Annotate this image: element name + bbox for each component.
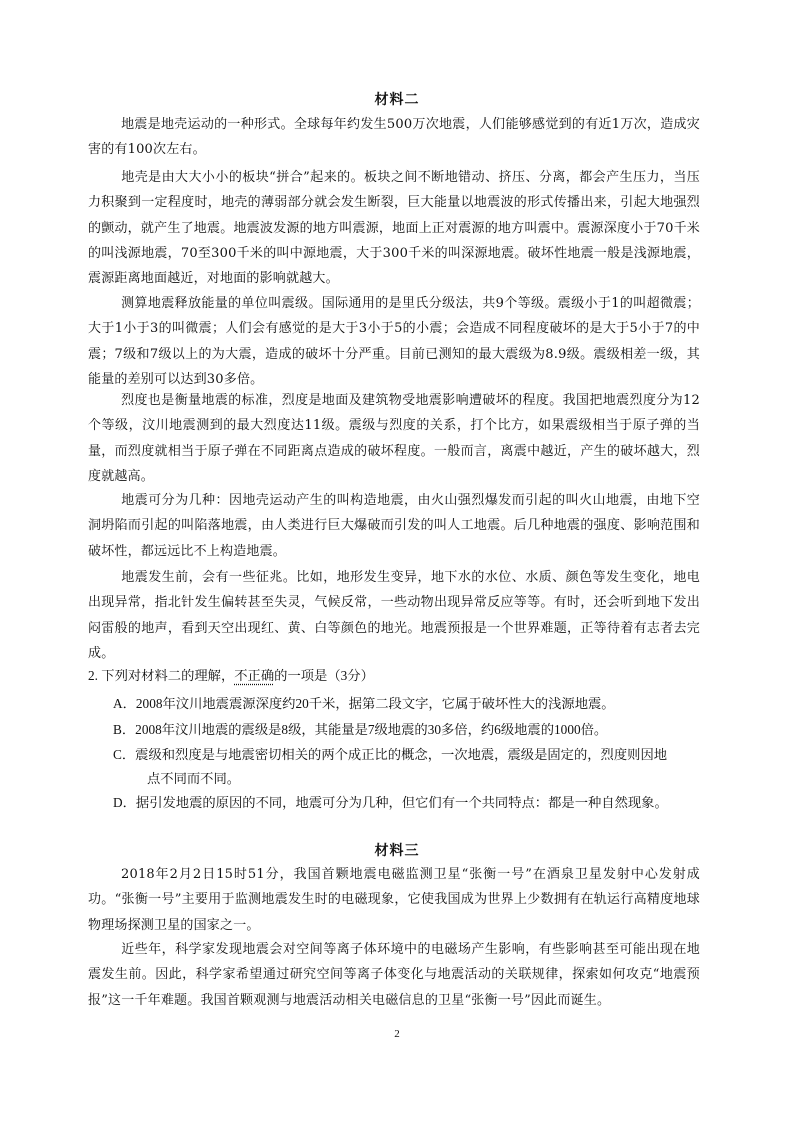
material2-paragraph-3: 测算地震释放能量的单位叫震级。国际通用的是里氏分级法，共9个等级。震级小于1的叫超微震；大于1小于3的叫微震；人们会有感觉的是大于3小于5的小震；会造成不同程度破坏的是大于5小于7的中震；7级和7级以上的为大震，造成的破坏十分严重。目前已测知的最大震级为8.9级。震级相差一级，其能量的差别可以达到30多倍。 bbox=[88, 296, 700, 387]
question-2-emphasis: 不正确 bbox=[234, 668, 275, 683]
option-b: B．2008年汶川地震的震级是8级，其能量是7级地震的30多倍，约6级地震的1000倍。 bbox=[113, 722, 608, 737]
material2-paragraph-5: 地震可分为几种：因地壳运动产生的叫构造地震，由火山强烈爆发而引起的叫火山地震，由地下空洞坍陷而引起的叫陷落地震，由人类进行巨大爆破而引发的叫人工地震。后几种地震的强度、影响范围和破坏性，都远远比不上构造地震。 bbox=[88, 493, 700, 559]
material2-title: 材料二 bbox=[374, 92, 420, 108]
material3-paragraph-2: 近些年，科学家发现地震会对空间等离子体环境中的电磁场产生影响，有些影响甚至可能出现在地震发生前。因此，科学家希望通过研究空间等离子体变化与地震活动的关联规律，探索如何攻克“地震预报”这一千年难题。我国首颗观测与地震活动相关电磁信息的卫星“张衡一号”因此而诞生。 bbox=[88, 942, 700, 1008]
material3-title: 材料三 bbox=[374, 843, 420, 859]
material2-paragraph-6: 地震发生前，会有一些征兆。比如，地形发生变异，地下水的水位、水质、颜色等发生变化，地电出现异常，指北针发生偏转甚至失灵，气候反常，一些动物出现异常反应等等。有时，还会听到地下发出闷雷般的地声，看到天空出现红、黄、白等颜色的地光。地震预报是一个世界难题，正等待着有志者去完成。 bbox=[88, 570, 700, 661]
material2-paragraph-1: 地震是地壳运动的一种形式。全球每年约发生500万次地震，人们能够感觉到的有近1万次，造成灾害的有100次左右。 bbox=[88, 117, 700, 158]
page-number: 2 bbox=[394, 1028, 400, 1040]
material3-paragraph-1: 2018年2月2日15时51分，我国首颗地震电磁监测卫星“张衡一号”在酒泉卫星发射中心发射成功。“张衡一号”主要用于监测地震发生时的电磁现象，它使我国成为世界上少数拥有在轨运行高精度地球物理场探测卫星的国家之一。 bbox=[88, 867, 700, 933]
material2-paragraph-2: 地壳是由大大小小的板块“拼合”起来的。板块之间不断地错动、挤压、分离，都会产生压力，当压力积聚到一定程度时，地壳的薄弱部分就会发生断裂，巨大能量以地震波的形式传播出来，引起大地强烈的颤动，就产生了地震。地震波发源的地方叫震源，地面上正对震源的地方叫震中。震源深度小于70千米的叫浅源地震，70至300千米的叫中源地震，大于300千米的叫深源地震。破坏性地震一般是浅源地震，震源距离地面越近，对地面的影响就越大。 bbox=[88, 170, 700, 287]
option-c: C．震级和烈度是与地震密切相关的两个成正比的概念，一次地震，震级是固定的，烈度则因地 bbox=[113, 747, 668, 762]
option-c-continued: 点不同而不同。 bbox=[147, 771, 241, 786]
option-a: A．2008年汶川地震震源深度约20千米，据第二段文字，它属于破坏性大的浅源地震。 bbox=[113, 696, 615, 711]
question-2-stem: 2. 下列对材料二的理解，不正确的一项是（3分） bbox=[88, 668, 374, 683]
material2-paragraph-4: 烈度也是衡量地震的标准，烈度是地面及建筑物受地震影响遭破坏的程度。我国把地震烈度分为12个等级，汶川地震测到的最大烈度达11级。震级与烈度的关系，打个比方，如果震级相当于原子弹的当量，而烈度就相当于原子弹在不同距离点造成的破坏程度。一般而言，离震中越近，产生的破坏越大，烈度就越高。 bbox=[88, 393, 700, 484]
option-d: D．据引发地震的原因的不同，地震可分为几种，但它们有一个共同特点：都是一种自然现象。 bbox=[113, 795, 668, 810]
